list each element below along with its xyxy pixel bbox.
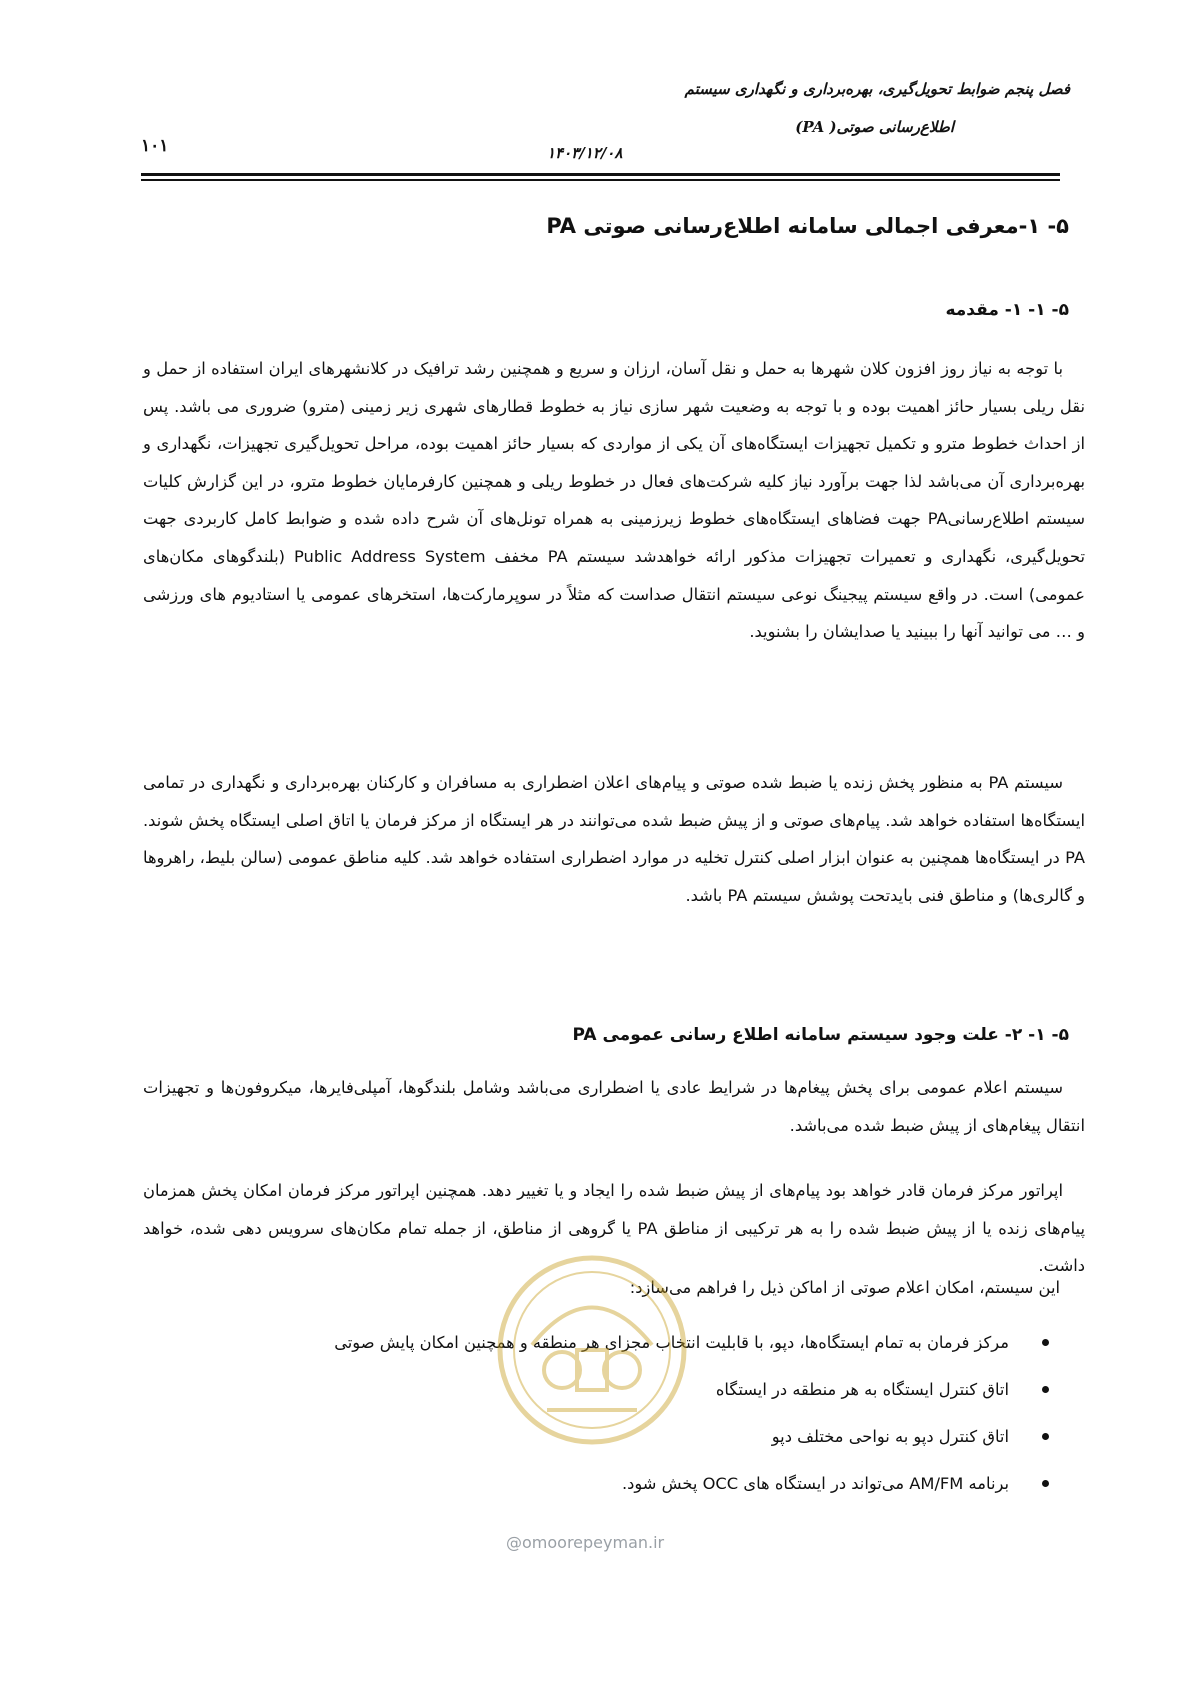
bullet-icon [1042, 1480, 1049, 1487]
header-date: ۱۴۰۳/۱۲/۰۸ [547, 144, 623, 162]
section-title: ۵- ۱-معرفی اجمالی سامانه اطلاع‌رسانی صوتی PA [546, 214, 1069, 238]
intro-paragraph-2: سیستم PA به منظور پخش زنده یا ضبط شده صوتی و پیام‌های اعلان اضطراری به مسافران و کارکنان بهره‌برداری و نگهداری در تمامی ایستگاه‌ها استفاده خواهد شد. پیام‌های صوتی و از پیش ضبط شده می‌توانند در هر ایستگاه از مرکز فرمان یا اتاق اصلی ایستگاه پخش شوند. PA در ایستگاه‌ها همچنین به عنوان ابزار اصلی کنترل تخلیه در موارد اضطراری استفاده خواهد شد. کلیه مناطق عمومی (سالن بلیط، راهروها و گالری‌ها) و مناطق فنی بایدتحت پوشش سیستم PA باشد. [143, 773, 1085, 905]
bullet-icon [1042, 1433, 1049, 1440]
reason-paragraph-1: سیستم اعلام عمومی برای پخش پیغام‌ها در شرایط عادی یا اضطراری می‌باشد وشامل بلندگوها، آمپلی‌فایرها، میکروفون‌ها و تجهیزات انتقال پیغام‌های از پیش ضبط شده می‌باشد. [143, 1078, 1085, 1135]
bullet-icon [1042, 1386, 1049, 1393]
subsection-1-title: ۵- ۱- ۱- مقدمه [945, 300, 1069, 320]
header-rule-thick [141, 173, 1060, 176]
header-chapter-line: فصل پنجم ضوابط تحویل‌گیری، بهره‌برداری و نگهداری سیستم [684, 80, 1070, 98]
page-number: ۱۰۱ [141, 136, 169, 156]
list-item: برنامه AM/FM می‌تواند در ایستگاه های OCC پخش شود. [334, 1460, 1073, 1507]
bullet-icon [1042, 1339, 1049, 1346]
seal-stamp-icon [492, 1250, 692, 1450]
announcement-sources-list [334, 1319, 1073, 1507]
list-item: مرکز فرمان به تمام ایستگاه‌ها، دپو، با قابلیت انتخاب مجزای هر منطقه و همچنین امکان پایش صوتی [334, 1319, 1073, 1366]
list-item: اتاق کنترل دپو به نواحی مختلف دپو [334, 1413, 1073, 1460]
intro-paragraph-1: با توجه به نیاز روز افزون کلان شهرها به حمل و نقل آسان، ارزان و سریع و همچنین رشد ترافیک در کلانشهرهای ایران استفاده از حمل و نقل ریلی بسیار حائز اهمیت بوده و با توجه به وضعیت شهر سازی نیاز به خطوط قطارهای شهری زیر زمینی (مترو) ضروری می باشد. پس از احداث خطوط مترو و تکمیل تجهیزات ایستگاه‌های آن یکی از مواردی که بسیار حائز اهمیت بوده، مراحل تحویل‌گیری تجهیزات، نگهداری و بهره‌برداری آن می‌باشد لذا جهت برآورد نیاز کلیه شرکت‌های فعال در خطوط ریلی و همچنین کارفرمایان خطوط مترو، در این گزارش کلیات سیستم اطلاع‌رسانیPA جهت فضاهای ایستگاه‌های خطوط زیرزمینی به همراه تونل‌های آن شرح داده شده و ضوابط کامل کاربردی جهت تحویل‌گیری، نگهداری و تعمیرات تجهیزات مذکور ارائه خواهدشد سیستم PA مخفف Public Address System (بلندگوهای مکان‌های عمومی) است. در واقع سیستم پیجینگ نوعی سیستم انتقال صداست که مثلاً در سوپرمارکت‌ها، استخرهای عمومی یا استادیوم های ورزشی و … می توانید آنها را ببینید یا صدایشان را بشنوید. [143, 359, 1085, 642]
watermark: @omoorepeyman.ir [506, 1533, 665, 1552]
reason-paragraph-3: این سیستم، امکان اعلام صوتی از اماکن ذیل را فراهم می‌سازد: [629, 1278, 1060, 1297]
header-subject-line: اطلاع‌رسانی صوتی( PA) [795, 118, 954, 136]
header-rule-thin [141, 179, 1060, 181]
reason-paragraph-2: اپراتور مرکز فرمان قادر خواهد بود پیام‌های از پیش ضبط شده را ایجاد و یا تغییر دهد. همچنین اپراتور مرکز فرمان امکان پخش همزمان پیام‌های زنده یا از پیش ضبط شده را به هر ترکیبی از مناطق PA یا گروهی از مناطق، از جمله تمام مکان‌های سرویس دهی شده، خواهد داشت. [143, 1181, 1085, 1276]
list-item: اتاق کنترل ایستگاه به هر منطقه در ایستگاه [334, 1366, 1073, 1413]
subsection-2-title: ۵- ۱- ۲- علت وجود سیستم سامانه اطلاع رسانی عمومی PA [572, 1025, 1069, 1045]
